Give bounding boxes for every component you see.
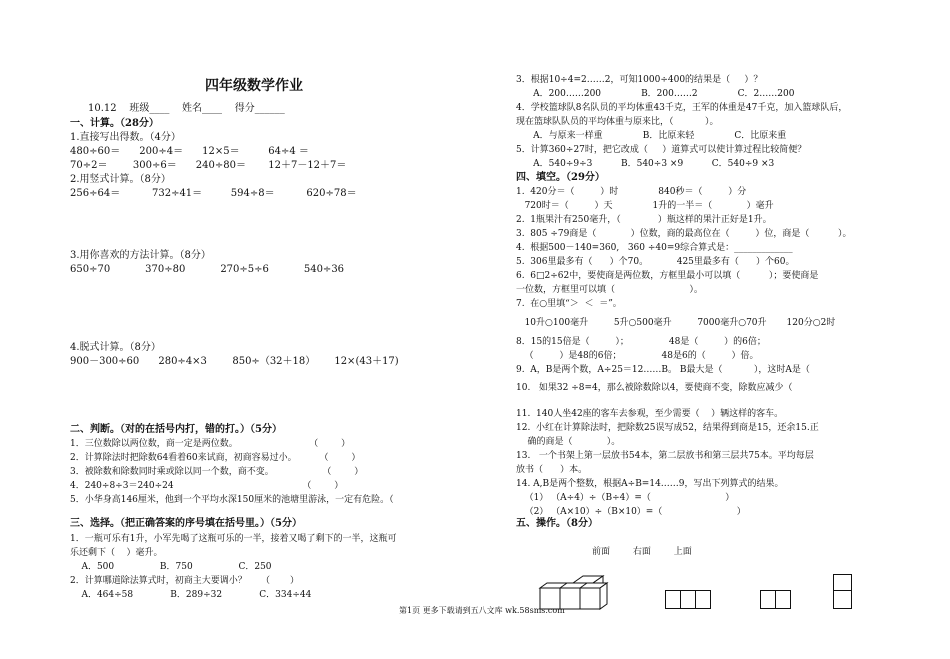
page-title: 四年级数学作业 [205, 78, 303, 94]
fill-q8-line2: （ ）是48的6倍； 48是6的（ ）倍。 [516, 351, 759, 361]
top-view-grid [833, 574, 853, 610]
section-2-heading: 二、判断。（对的在括号内打，错的打。）（5分） [70, 424, 282, 435]
choice-q4-line1: 4．学校篮球队8名队员的平均体重43千克，王军的体重是47千克，加入篮球队后， [516, 103, 848, 113]
fill-q14-part2: （2） （A×10）÷（B×10）=（ ） [516, 507, 746, 517]
choice-q2-options: A．464÷58 B．289÷32 C．334÷44 [70, 590, 312, 600]
fill-q6-line1: 6. 6□2÷62中，要使商是两位数，方框里最小可以填（ ）；要使商是 [516, 271, 819, 281]
fill-q2: 2. 1瓶果汁有250毫升，（ ）瓶这样的果汁正好是1升。 [516, 215, 772, 225]
fill-q7-compare-row: 10升○100毫升 5升○500毫升 7000毫升○70升 120分○2时 [516, 318, 836, 328]
choice-q1-line2: 乐还剩下（ ）毫升。 [70, 548, 163, 558]
free-calc-row: 650÷70 370÷80 270÷5÷6 540÷36 [70, 264, 345, 275]
subsection-1-3: 3.用你喜欢的方法计算。（8分） [70, 250, 211, 261]
section-4-heading: 四、填空。（29分） [516, 172, 605, 183]
fill-q12-line2: 确的商是（ ）。 [516, 437, 621, 447]
fill-q9: 9. A，B是两个数，A÷25＝12……B。 B最大是（ ），这时A是（ [516, 365, 810, 375]
section-5-heading: 五、操作。（8分） [516, 518, 598, 529]
fill-q11: 11. 140人坐42座的客车去参观，至少需要（ ）辆这样的客车。 [516, 409, 784, 419]
subsection-1-2: 2.用竖式计算。（8分） [70, 174, 171, 185]
section-1-heading: 一、计算。（28分） [70, 118, 159, 129]
section-3-heading: 三、选择。（把正确答案的序号填在括号里。）（5分） [70, 518, 302, 529]
vertical-calc-row: 256÷64＝ 732÷41＝ 594÷8＝ 620÷78＝ [70, 188, 357, 199]
subsection-1-1: 1.直接写出得数。（4分） [70, 132, 181, 143]
judge-item-5: 5．小华身高146厘米，他到一个平均水深150厘米的池塘里游泳，一定有危险。（ [70, 495, 394, 505]
choice-q2-line: 2．计算哪道除法算式时，初商主大要调小？ （ ） [70, 576, 300, 586]
fill-q4: 4. 根据500－140=360, 360 ÷40=9综合算式是：_____________ [516, 243, 793, 253]
fill-q7: 7. 在○里填“＞ ＜ ＝”。 [516, 299, 622, 309]
fill-q3: 3. 805 ÷79商是（ ）位数，商的最高位在（ ）位，商是（ ）。 [516, 229, 852, 239]
subsection-1-4: 4.脱式计算。（8分） [70, 342, 161, 353]
fill-q13-line2: 放书（ ）本。 [516, 465, 588, 475]
choice-q4-line2: 现在篮球队队员的平均体重与原来比，（ ）。 [516, 117, 719, 127]
page-footer: 第1页 更多下载请到五八文库 wk.58sms.com [399, 606, 565, 615]
mental-math-row-1: 480÷60＝ 200÷4＝ 12×5＝ 64÷4 ＝ [70, 146, 309, 157]
view-labels: 前面 右面 上面 [592, 547, 692, 557]
judge-item-4: 4．240÷8÷3＝240÷24 （ ） [70, 481, 344, 491]
judge-item-1: 1．三位数除以两位数，商一定是两位数。 （ ） [70, 439, 351, 449]
fill-q14: 14. A,B是两个整数，根据A÷B=14……9，写出下列算式的结果。 [516, 479, 784, 489]
right-view-grid [760, 590, 796, 610]
fill-q12-line1: 12. 小红在计算除法时，把除数25误写成52，结果得到商是15，还余15.正 [516, 423, 819, 433]
fill-q6-line2: 一位数，方框里可以填（ ）。 [516, 285, 703, 295]
choice-q1-line1: 1．一瓶可乐有1升，小军先喝了这瓶可乐的一半，接着又喝了剩下的一半，这瓶可 [70, 534, 397, 544]
choice-q5-line: 5．计算360÷27时，把它改成（ ）道算式可以使计算过程比较简便？ [516, 145, 807, 155]
step-calc-row: 900－300÷60 280÷4×3 850÷（32＋18） 12×(43＋17) [70, 356, 399, 367]
fill-q5: 5. 306里最多有（ ）个70。 425里最多有（ ）个60。 [516, 257, 795, 267]
fill-q10: 10. 如果32 ÷8=4，那么被除数除以4，要使商不变，除数应减少（ [516, 383, 793, 393]
front-view-grid [665, 590, 715, 610]
fill-q1-line2: 720时＝（ ）天 1升的一半＝（ ）毫升 [516, 201, 774, 211]
mental-math-row-2: 70÷2＝ 300÷6＝ 240÷80＝ 12＋7－12＋7＝ [70, 160, 347, 171]
fill-q1-line1: 1. 420分＝（ ）时 840秒＝（ ）分 [516, 187, 747, 197]
fill-q13-line1: 13. 一个书架上第一层放书54本，第二层放书和第三层共75本。平均每层 [516, 451, 814, 461]
choice-q3-options: A．200……200 B．200……2 C．2……200 [516, 89, 795, 99]
header-info: 10.12 班级____ 姓名____ 得分______ [88, 103, 285, 114]
fill-q14-part1: （1） （A÷4）÷（B÷4）=（ ） [516, 493, 735, 503]
choice-q4-options: A．与原来一样重 B．比原来轻 C．比原来重 [516, 131, 787, 141]
choice-q5-options: A．540÷9÷3 B．540÷3 ×9 C．540÷9 ×3 [516, 159, 775, 169]
choice-q1-options: A．500 B．750 C．250 [70, 562, 272, 572]
judge-item-3: 3．被除数和除数同时乘或除以同一个数，商不变。 （ ） [70, 467, 364, 477]
choice-q3-line: 3．根据10÷4=2……2，可知1000÷400的结果是（ ）？ [516, 75, 763, 85]
fill-q8-line1: 8．15的15倍是（ ）； 48是（ ）的6倍； [516, 337, 766, 347]
judge-item-2: 2．计算除法时把除数64看着60来试商，初商容易过小。 （ ） [70, 453, 361, 463]
